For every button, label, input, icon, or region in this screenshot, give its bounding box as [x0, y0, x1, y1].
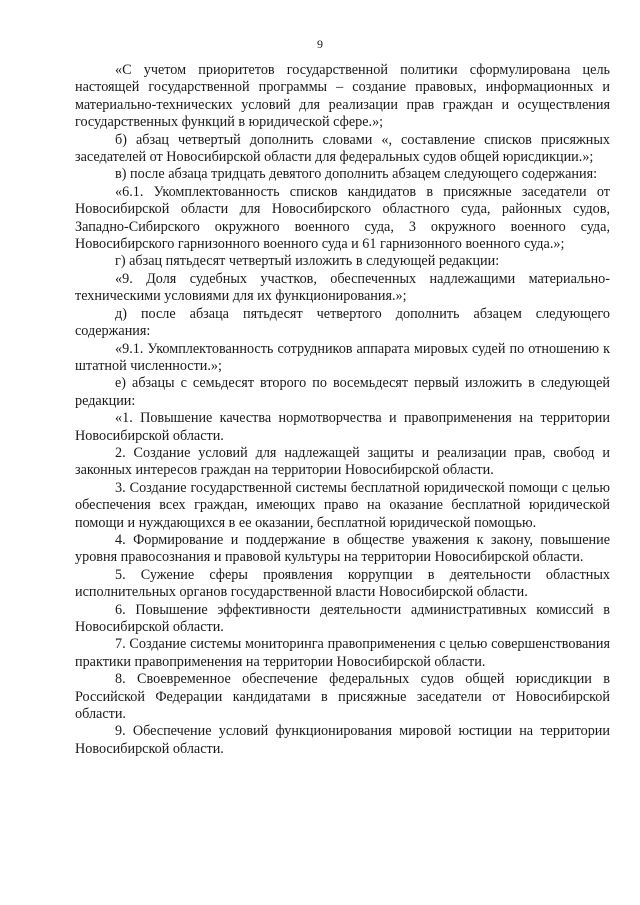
- paragraph: 2. Создание условий для надлежащей защиты и реализации прав, свобод и законных интересов граждан на территории Новосибирской области.: [75, 444, 610, 479]
- paragraph: 5. Сужение сферы проявления коррупции в деятельности областных исполнительных органов государственной власти Новосибирской области.: [75, 566, 610, 601]
- paragraph: д) после абзаца пятьдесят четвертого дополнить абзацем следующего содержания:: [75, 305, 610, 340]
- paragraph: 3. Создание государственной системы бесплатной юридической помощи с целью обеспечения всех граждан, имеющих право на оказание бесплатной юридической помощи и нуждающихся в ее оказании, бесплатной юридической помощью.: [75, 479, 610, 531]
- paragraph: в) после абзаца тридцать девятого дополнить абзацем следующего содержания:: [115, 166, 598, 183]
- paragraph: б) абзац четвертый дополнить словами «, составление списков присяжных заседателей от Новосибирской области для федеральных судов общей юрисдикции.»;: [75, 131, 610, 166]
- paragraph: «С учетом приоритетов государственной политики сформулирована цель настоящей государственной программы – создание правовых, информационных и материально-технических условий для реализации прав граждан и осуществления государственных функций в юридической сфере.»;: [75, 62, 610, 131]
- document-body: [75, 62, 610, 758]
- paragraph: «6.1. Укомплектованность списков кандидатов в присяжные заседатели от Новосибирской области для Новосибирского областного суда, районных судов, Западно-Сибирского окружного военного суда, 3 окружного военного суда, Новосибирского гарнизонного военного суда и 61 гарнизонного военного суда.»;: [75, 183, 610, 253]
- paragraph: «9. Доля судебных участков, обеспеченных надлежащими материально-техническими условиями для их функционирования.»;: [75, 270, 610, 305]
- paragraph: «9.1. Укомплектованность сотрудников аппарата мировых судей по отношению к штатной численности.»;: [75, 340, 610, 374]
- paragraph: 7. Создание системы мониторинга правоприменения с целью совершенствования практики правоприменения на территории Новосибирской области.: [75, 636, 610, 670]
- paragraph: 6. Повышение эффективности деятельности административных комиссий в Новосибирской области.: [75, 601, 610, 635]
- paragraph: 8. Своевременное обеспечение федеральных судов общей юрисдикции в Российской Федерации кандидатами в присяжные заседатели от Новосибирской области.: [75, 671, 610, 723]
- page-number: 9: [317, 37, 323, 51]
- paragraph: е) абзацы с семьдесят второго по восемьдесят первый изложить в следующей редакции:: [75, 375, 610, 409]
- paragraph: «1. Повышение качества нормотворчества и правоприменения на территории Новосибирской области.: [75, 410, 610, 444]
- paragraph: г) абзац пятьдесят четвертый изложить в следующей редакции:: [115, 253, 500, 270]
- paragraph: 9. Обеспечение условий функционирования мировой юстиции на территории Новосибирской области.: [75, 723, 610, 757]
- paragraph: 4. Формирование и поддержание в обществе уважения к закону, повышение уровня правосознания и правовой культуры на территории Новосибирской области.: [75, 531, 610, 566]
